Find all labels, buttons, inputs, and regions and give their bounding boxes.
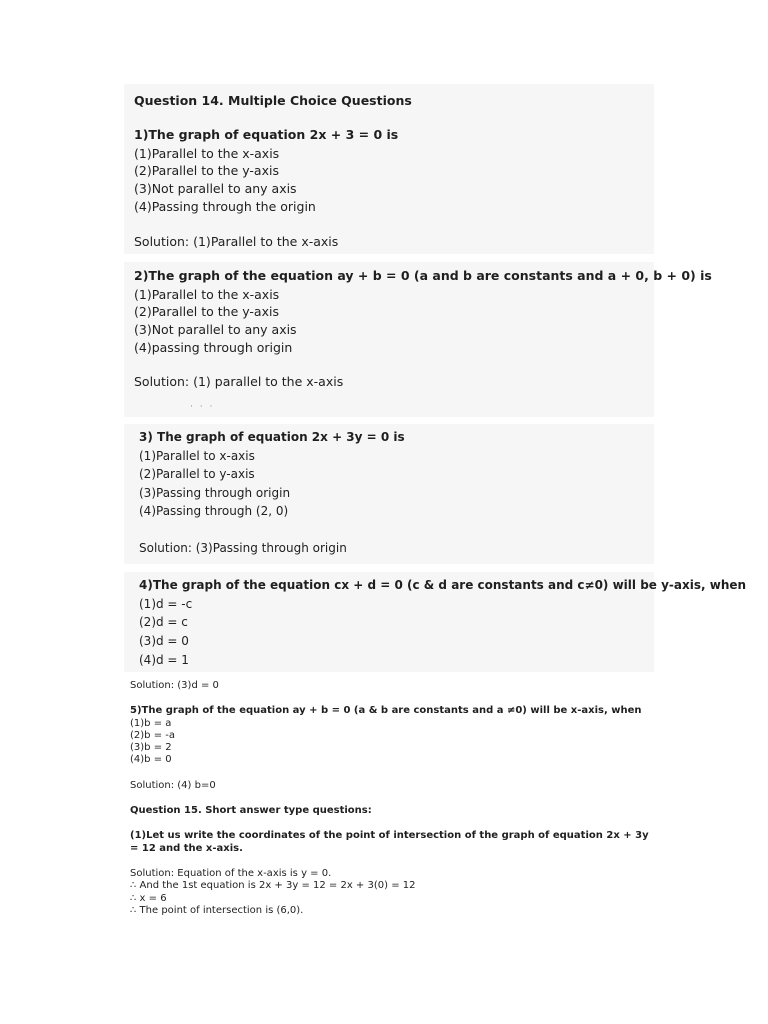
question-2: 2)The graph of the equation ay + b = 0 (a and b are constants and a + 0, b + 0) is xyxy=(134,268,712,283)
q5-option-4: (4)b = 0 xyxy=(130,754,172,765)
q4-option-4: (4)d = 1 xyxy=(139,653,189,667)
q4-option-2: (2)d = c xyxy=(139,615,188,629)
q15-1-question-line-2: = 12 and the x-axis. xyxy=(130,843,243,854)
q15-1-solution-line-2: ∴ And the 1st equation is 2x + 3y = 12 = 2x + 3(0) = 12 xyxy=(130,880,416,891)
q2-option-2: (2)Parallel to the y-axis xyxy=(134,304,279,319)
q5-option-2: (2)b = -a xyxy=(130,730,175,741)
q3-solution: Solution: (3)Passing through origin xyxy=(139,541,347,555)
question-3: 3) The graph of equation 2x + 3y = 0 is xyxy=(139,430,405,444)
q2-option-4: (4)passing through origin xyxy=(134,340,293,355)
q1-option-4: (4)Passing through the origin xyxy=(134,199,316,214)
q15-1-solution-line-1: Solution: Equation of the x-axis is y = 0. xyxy=(130,868,332,879)
q1-option-1: (1)Parallel to the x-axis xyxy=(134,146,280,161)
q5-option-3: (3)b = 2 xyxy=(130,742,172,753)
q2-option-1: (1)Parallel to the x-axis xyxy=(134,287,280,302)
q4-solution: Solution: (3)d = 0 xyxy=(130,680,219,691)
q15-1-question-line-1: (1)Let us write the coordinates of the point of intersection of the graph of equation 2x + 3y xyxy=(130,830,649,841)
q5-option-1: (1)b = a xyxy=(130,718,172,729)
q2-option-3: (3)Not parallel to any axis xyxy=(134,322,297,337)
q15-1-solution-line-3: ∴ x = 6 xyxy=(130,893,167,904)
scan-artifact-dots: · · · xyxy=(190,402,215,412)
q1-option-3: (3)Not parallel to any axis xyxy=(134,181,297,196)
q4-option-3: (3)d = 0 xyxy=(139,634,189,648)
q1-solution: Solution: (1)Parallel to the x-axis xyxy=(134,234,339,249)
q3-option-4: (4)Passing through (2, 0) xyxy=(139,504,289,518)
question-1: 1)The graph of equation 2x + 3 = 0 is xyxy=(134,127,399,142)
question-4: 4)The graph of the equation cx + d = 0 (c & d are constants and c≠0) will be y-axis, when xyxy=(139,578,747,592)
section-title-q14: Question 14. Multiple Choice Questions xyxy=(134,93,412,108)
q15-1-solution-line-4: ∴ The point of intersection is (6,0). xyxy=(130,905,304,916)
q1-option-2: (2)Parallel to the y-axis xyxy=(134,163,279,178)
question-5: 5)The graph of the equation ay + b = 0 (a & b are constants and a ≠0) will be x-axis, when xyxy=(130,705,642,716)
q2-solution: Solution: (1) parallel to the x-axis xyxy=(134,374,344,389)
q3-option-2: (2)Parallel to y-axis xyxy=(139,467,255,481)
q3-option-3: (3)Passing through origin xyxy=(139,486,291,500)
section-title-q15: Question 15. Short answer type questions: xyxy=(130,805,372,816)
q5-solution: Solution: (4) b=0 xyxy=(130,780,216,791)
q3-option-1: (1)Parallel to x-axis xyxy=(139,449,255,463)
q4-option-1: (1)d = -c xyxy=(139,597,193,611)
